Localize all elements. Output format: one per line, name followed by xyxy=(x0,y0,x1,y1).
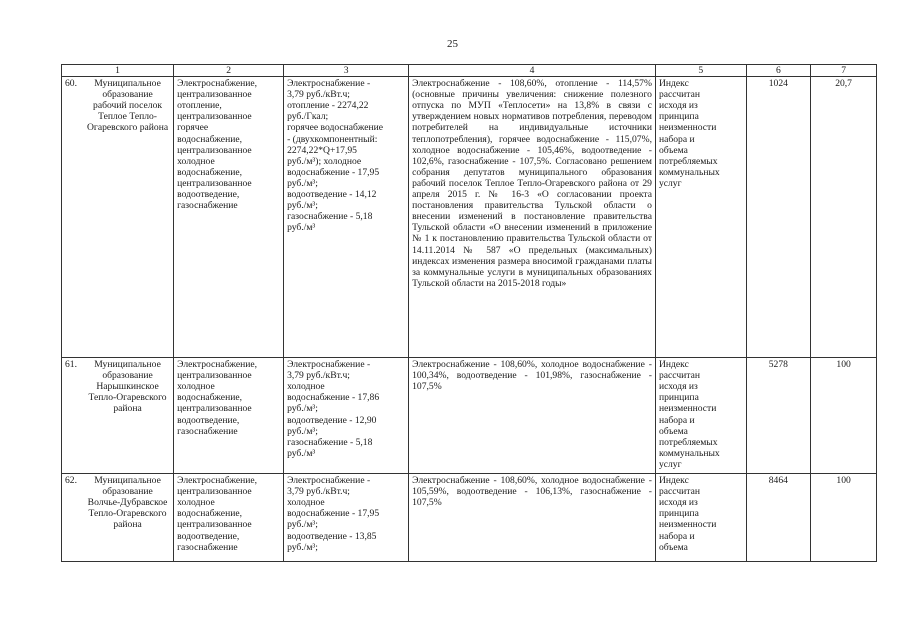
note-cell: Индекс рассчитан исходя из принципа неизменности набора и объема потребляемых коммунальных услуг xyxy=(655,77,746,358)
value-cell: 20,7 xyxy=(811,77,877,358)
column-number: 2 xyxy=(174,65,284,77)
municipality-cell xyxy=(62,474,174,562)
population-cell: 8464 xyxy=(746,474,811,562)
row-number: 60. xyxy=(65,78,77,90)
tariffs-cell: Электроснабжение - 3,79 руб./кВт.ч; холодное водоснабжение - 17,95 руб./м³; водоотведение - 13,85 руб./м³; xyxy=(284,474,409,562)
tariffs-cell: Электроснабжение - 3,79 руб./кВт.ч; отопление - 2274,22 руб./Гкал; горячее водоснабжение - (двухкомпонентный: 2274,22*Q+17,95 руб./м³); холодное водоснабжение - 17,95 руб./м³; водоотведение - 14,12 руб./м³; газоснабжение - 5,18 руб./м³ xyxy=(284,77,409,358)
population-cell: 1024 xyxy=(746,77,811,358)
municipality-name: Муниципальное образование рабочий поселок Теплое Тепло-Огаревского района xyxy=(86,78,169,134)
population-cell: 5278 xyxy=(746,358,811,474)
row-number: 61. xyxy=(65,359,77,371)
column-number-row xyxy=(62,65,877,77)
indices-cell: Электроснабжение - 108,60%, холодное водоснабжение - 100,34%, водоотведение - 101,98%, газоснабжение - 107,5% xyxy=(409,358,656,474)
column-number: 7 xyxy=(811,65,877,77)
services-cell: Электроснабжение, централизованное холодное водоснабжение, централизованное водоотведение, газоснабжение xyxy=(174,358,284,474)
municipality-cell xyxy=(62,77,174,358)
value-cell: 100 xyxy=(811,474,877,562)
table-row xyxy=(62,358,877,474)
column-number: 5 xyxy=(655,65,746,77)
table-row xyxy=(62,474,877,562)
column-number: 3 xyxy=(284,65,409,77)
column-number: 4 xyxy=(409,65,656,77)
services-cell: Электроснабжение, централизованное отопление, централизованное горячее водоснабжение, централизованное холодное водоснабжение, централизованное водоотведение, газоснабжение xyxy=(174,77,284,358)
page-number: 25 xyxy=(447,38,458,50)
row-number: 62. xyxy=(65,475,77,487)
note-cell: Индекс рассчитан исходя из принципа неизменности набора и объема потребляемых коммунальных услуг xyxy=(655,358,746,474)
municipality-name: Муниципальное образование Нарышкинское Тепло-Огаревского района xyxy=(88,359,167,415)
table-row xyxy=(62,77,877,358)
column-number: 6 xyxy=(746,65,811,77)
column-number: 1 xyxy=(62,65,174,77)
services-cell: Электроснабжение, централизованное холодное водоснабжение, централизованное водоотведение, газоснабжение xyxy=(174,474,284,562)
indices-cell: Электроснабжение - 108,60%, холодное водоснабжение - 105,59%, водоотведение - 106,13%, газоснабжение - 107,5% xyxy=(409,474,656,562)
note-cell: Индекс рассчитан исходя из принципа неизменности набора и объема xyxy=(655,474,746,562)
indices-cell: Электроснабжение - 108,60%, отопление - 114,57% (основные причины увеличения: снижение полезного отпуска по МУП «Теплосети» на 13,8% в связи с утверждением новых нормативов потребления, переводом потребителей на индивидуальные источники теплопотребления), горячее водоснабжение - 115,07%, холодное водоснабжение - 105,46%, водоотведение - 102,6%, газоснабжение - 107,5%. Согласовано решением собрания депутатов муниципального образования рабочий поселок Теплое Тепло-Огаревского района от 29 апреля 2015 г. № 16-3 «О согласовании проекта постановления правительства Тульской области о внесении изменений в постановление правительства Тульской области «О внесении изменений в приложение № 1 к постановлению правительства Тульской области от 14.11.2014 № 587 «О предельных (максимальных) индексах изменения размера вносимой гражданами платы за коммунальные услуги в муниципальных образованиях Тульской области на 2015-2018 годы» xyxy=(409,77,656,358)
municipality-name: Муниципальное образование Волчье-Дубравское Тепло-Огаревского района xyxy=(87,475,168,531)
tariff-table xyxy=(61,64,877,562)
value-cell: 100 xyxy=(811,358,877,474)
municipality-cell xyxy=(62,358,174,474)
tariffs-cell: Электроснабжение - 3,79 руб./кВт.ч; холодное водоснабжение - 17,86 руб./м³; водоотведение - 12,90 руб./м³; газоснабжение - 5,18 руб./м³ xyxy=(284,358,409,474)
